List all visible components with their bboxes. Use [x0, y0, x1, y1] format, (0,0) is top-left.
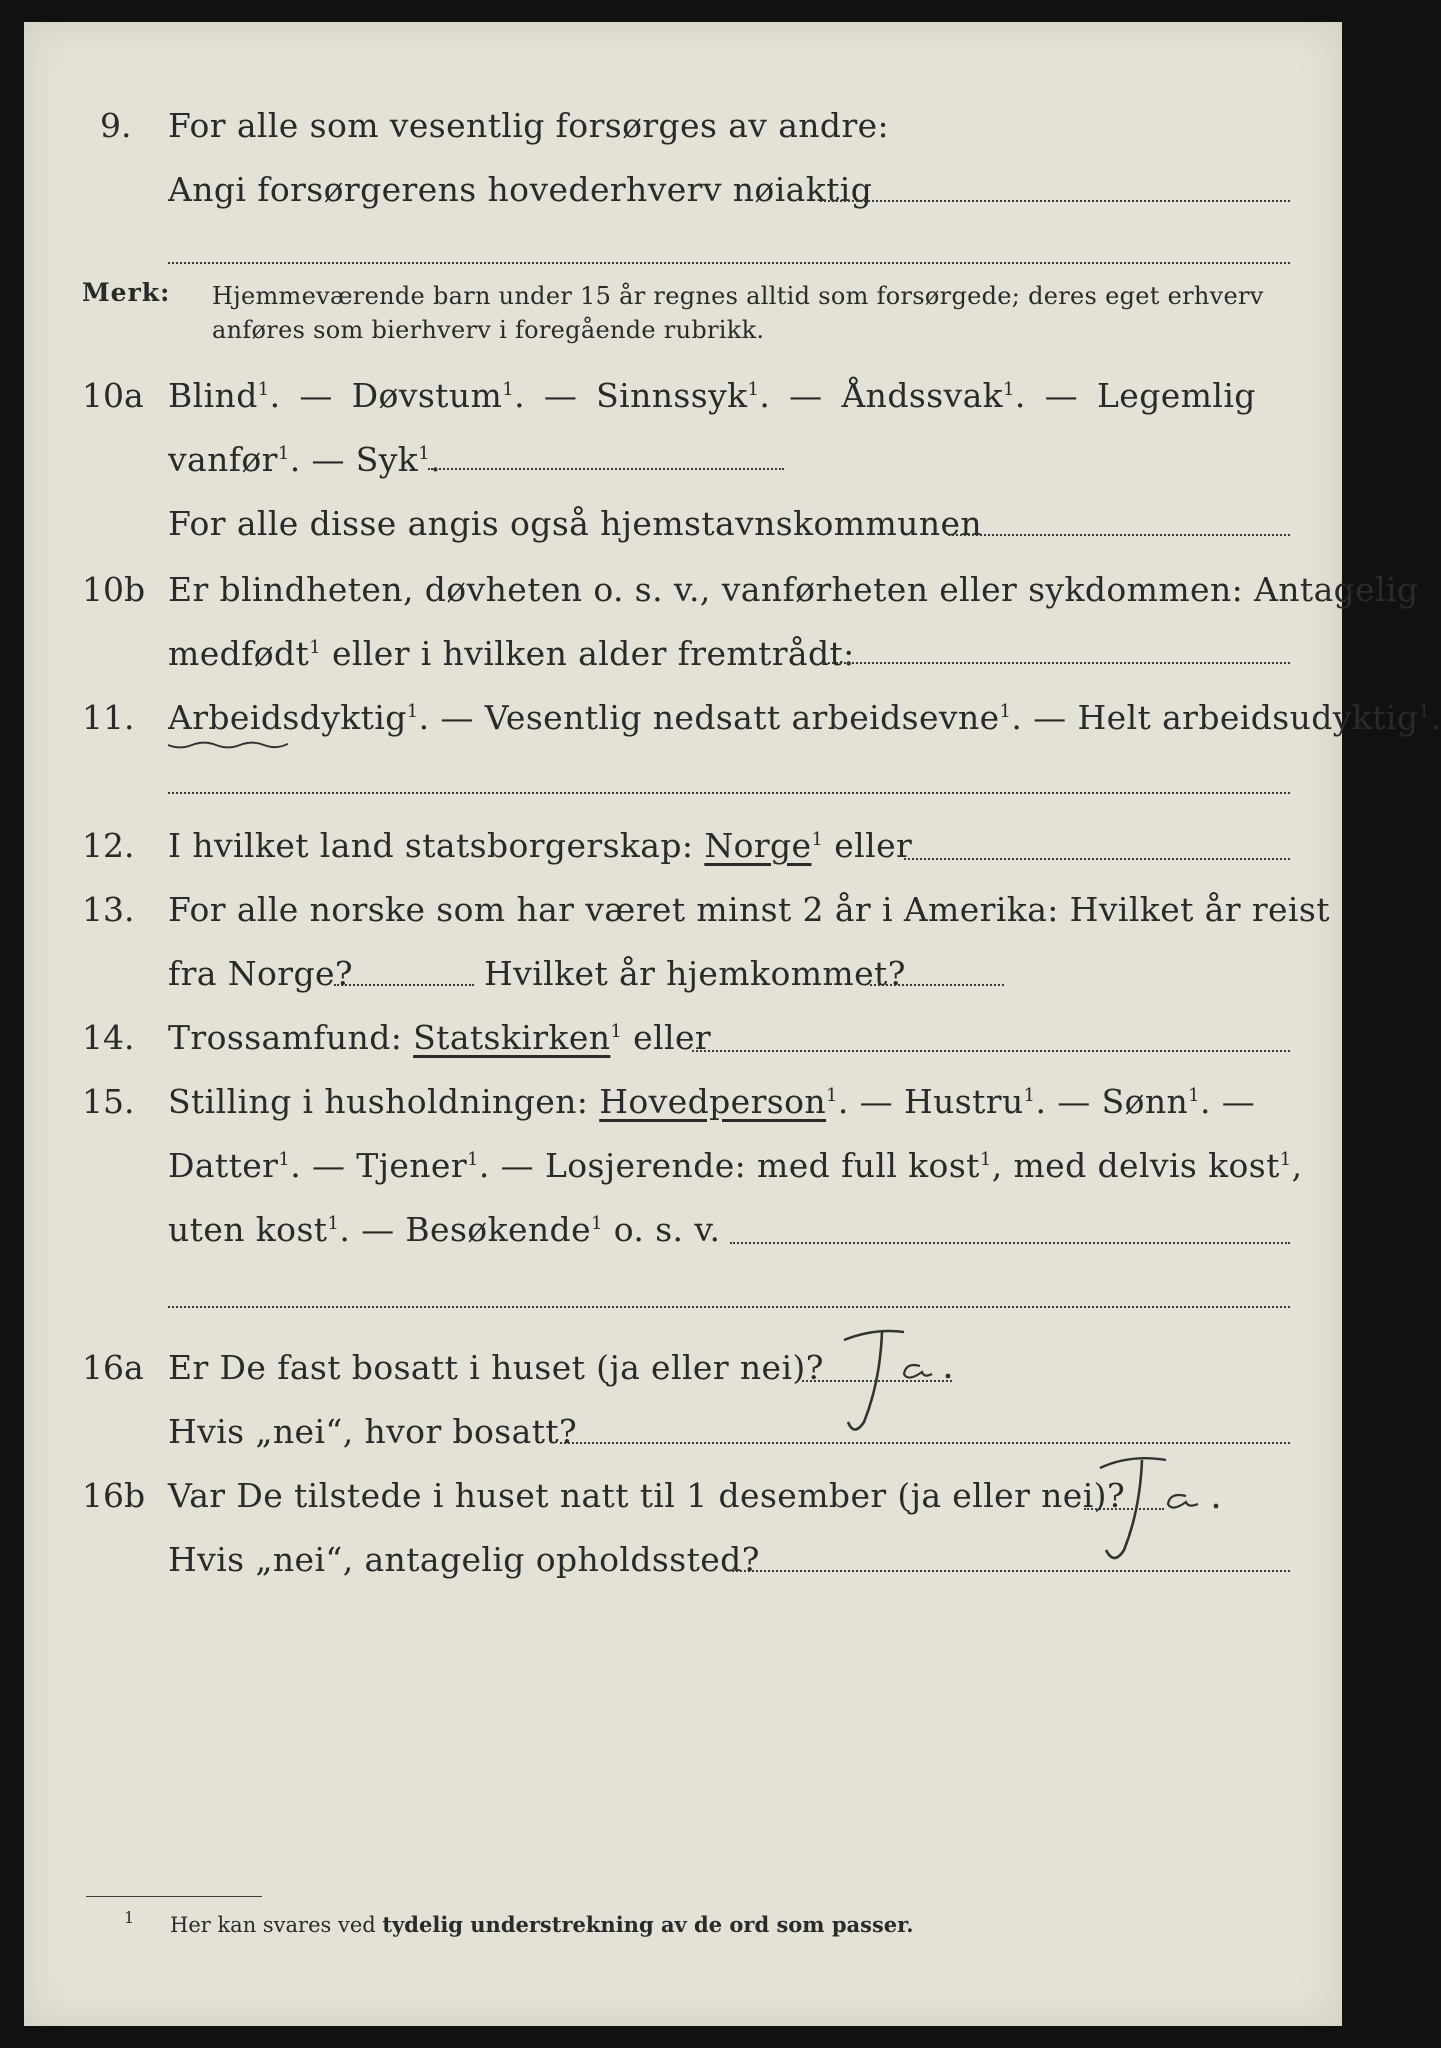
- q13-year-returned-line[interactable]: [870, 984, 1004, 986]
- q10b-number: 10b: [82, 570, 146, 609]
- q10a-hometown-line[interactable]: [948, 534, 1290, 536]
- q9-line1: For alle som vesentlig forsørges av andre:: [168, 106, 890, 145]
- q11-number: 11.: [82, 698, 135, 737]
- q15-answer-line[interactable]: [730, 1242, 1290, 1244]
- q11-underlined-answer: Arbeidsdyktig: [168, 698, 407, 737]
- q10b-line2: medfødt$^1$ eller i hvilken alder fremtrådt:: [168, 634, 855, 673]
- q13-year-left-line[interactable]: [334, 984, 474, 986]
- q16a-residence-line[interactable]: [560, 1442, 1290, 1444]
- q16a-line2: Hvis „nei“, hvor bosatt?: [168, 1412, 578, 1451]
- q10a-line3: For alle disse angis også hjemstavnskommunen: [168, 504, 983, 543]
- q13-number: 13.: [82, 890, 135, 929]
- footnote-mark: 1: [124, 1908, 135, 1927]
- q9-answer-line-2[interactable]: [168, 262, 1290, 264]
- q15-line3: uten kost$^1$. — Besøkende$^1$ o. s. v.: [168, 1210, 721, 1249]
- q12-answer-line[interactable]: [904, 858, 1290, 860]
- q16b-handwritten-answer: [1086, 1446, 1256, 1576]
- q16b-location-line[interactable]: [732, 1570, 1290, 1572]
- q16b-line1: Var De tilstede i huset natt til 1 desember (ja eller nei)?: [168, 1476, 1126, 1515]
- q13-line2b: Hvilket år hjemkommet?: [484, 954, 906, 993]
- q11-line: Arbeidsdyktig $^1$. — Vesentlig nedsatt arbeidsevne$^1$. — Helt arbeidsudyktig$^1$.: [168, 698, 1441, 737]
- q10a-line1: Blind$^1$. — Døvstum$^1$. — Sinnssyk$^1$. — Åndssvak$^1$. — Legemlig: [168, 376, 1256, 415]
- merk-line2: anføres som bierhverv i foregående rubrikk.: [212, 316, 765, 344]
- q9-line2: Angi forsørgerens hovederhverv nøiaktig: [168, 170, 873, 209]
- q11-answer-line[interactable]: [168, 792, 1290, 794]
- q12-line: I hvilket land statsborgerskap: Norge$^1$ eller: [168, 826, 913, 865]
- q10a-number: 10a: [82, 376, 144, 415]
- footnote-text: Her kan svares ved tydelig understrekning av de ord som passer.: [170, 1912, 914, 1937]
- q16b-line2: Hvis „nei“, antagelig opholdssted?: [168, 1540, 760, 1579]
- q15-answer-line-2[interactable]: [168, 1306, 1290, 1308]
- q13-line2a: fra Norge?: [168, 954, 354, 993]
- q15-line2: Datter$^1$. — Tjener$^1$. — Losjerende: med full kost$^1$, med delvis kost$^1$,: [168, 1146, 1303, 1185]
- q16a-line1: Er De fast bosatt i huset (ja eller nei)?: [168, 1348, 824, 1387]
- q16b-number: 16b: [82, 1476, 146, 1515]
- census-form-page: [24, 22, 1441, 2026]
- q15-number: 15.: [82, 1082, 135, 1121]
- footnote-rule: [86, 1896, 262, 1897]
- q14-number: 14.: [82, 1018, 135, 1057]
- q16a-handwritten-answer: [834, 1322, 974, 1442]
- q10a-answer-line[interactable]: [428, 468, 784, 470]
- q12-number: 12.: [82, 826, 135, 865]
- q15-line1: Stilling i husholdningen: Hovedperson$^1$. — Hustru$^1$. — Sønn$^1$. —: [168, 1082, 1256, 1121]
- merk-line1: Hjemmeværende barn under 15 år regnes alltid som forsørgede; deres eget erhverv: [212, 282, 1264, 310]
- q10a-line2: vanfør$^1$. — Syk$^1$.: [168, 440, 441, 479]
- q16a-number: 16a: [82, 1348, 144, 1387]
- q13-line1: For alle norske som har været minst 2 år i Amerika: Hvilket år reist: [168, 890, 1330, 929]
- q14-line: Trossamfund: Statskirken$^1$ eller: [168, 1018, 712, 1057]
- q14-answer-line[interactable]: [692, 1050, 1290, 1052]
- merk-label: Merk:: [82, 278, 171, 307]
- q9-number: 9.: [100, 106, 132, 145]
- q10b-answer-line[interactable]: [820, 662, 1290, 664]
- q10b-line1: Er blindheten, døvheten o. s. v., vanførheten eller sykdommen: Antagelig: [168, 570, 1419, 609]
- q9-answer-line[interactable]: [820, 200, 1290, 202]
